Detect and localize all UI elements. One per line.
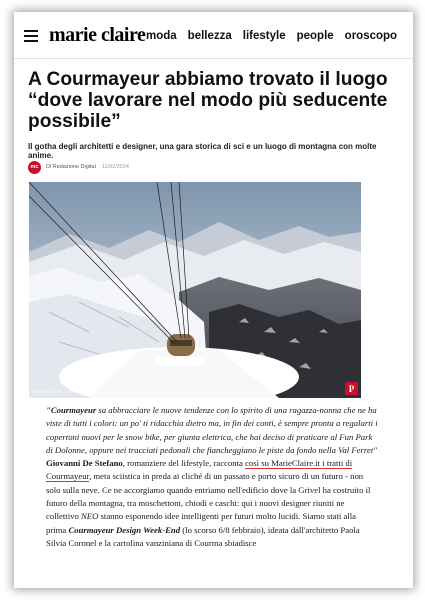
author-avatar[interactable]: mc [28,161,41,174]
event-name: Courmayeur Design Week-End [68,524,181,535]
body-text-segment: stanno esponendo idee intelligenti per futuri molto lucidi. Siamo stati alla prima [46,511,357,535]
hamburger-menu-icon[interactable] [24,30,38,42]
article-page [14,12,413,588]
mountain-cable-car-photo [29,182,361,398]
body-text-segment: (lo scorso 6/8 febbraio), ideata dall'architetto Paola Silvia Coronel e la cartolina vanziniana di Courma sbiadisce [46,524,360,548]
nav-item-oroscopo[interactable]: oroscopo [344,30,398,42]
photo-credit: GIAN MECCIPI / GETTY IMAGES [33,389,100,394]
body-text-segment: , meta sciistica in preda ai cliché di un passato e porto sicuro di un futuro - non solo sulla neve. Ce ne accorgiamo quando entriamo nell'edificio dove la Grivel ha costruito il futuro della montagna, tra moschettoni, chiodi e caschi: qui i nuovi designer riuniti ne collettivo [46,471,371,522]
pinterest-share-button[interactable] [345,382,358,395]
body-paragraph [46,404,378,550]
article-standfirst: Il gotha degli architetti e designer, una gara storica di sci e un luogo di montagna con molte anime. [28,142,377,160]
publish-date: 11/02/2024 [101,164,129,170]
speaker-name: Giovanni De Stefano [46,458,123,469]
top-navigation-bar [14,12,413,59]
neo-collective-name: NEO [80,511,99,522]
nav-item-people[interactable]: people [296,30,334,42]
hero-image [29,182,361,398]
pinterest-icon: P [348,383,355,394]
author-name[interactable]: Di Redazione Digital [46,164,96,170]
nav-item-lifestyle[interactable]: lifestyle [242,30,286,42]
main-nav [146,30,397,42]
site-logo[interactable]: marie claire [49,24,146,46]
article-title: A Courmayeur abbiamo trovato il luogo “dove lavorare nel modo più seducente possibile” [28,69,388,132]
nav-item-moda[interactable]: moda [146,30,177,42]
quote-label: "Courmayeur [46,405,97,415]
article-body [46,404,378,550]
nav-item-bellezza[interactable]: bellezza [187,30,232,42]
quote-text: sa abbracciare le nuove tendenze con lo spirito di una ragazza-nonna che ne ha viste di tutti i colori: un po' ti ridacchia dietro ma, in fin dei conti, è sempre pronta a regalarti i copertoni nuovi per le snow bike, per giunta elettrica, che hai deciso di praticare al Fun Park di Dolonne, oppure nei tracciati pedonali che fiancheggiano le piste da fondo nella Val Ferret" [46,405,378,455]
inline-article-link[interactable]: così su MarieClaire.it i tratti di Courmayeur [46,458,353,482]
byline [28,160,129,174]
body-text-segment: , romanziere del lifestyle, racconta [122,458,246,469]
